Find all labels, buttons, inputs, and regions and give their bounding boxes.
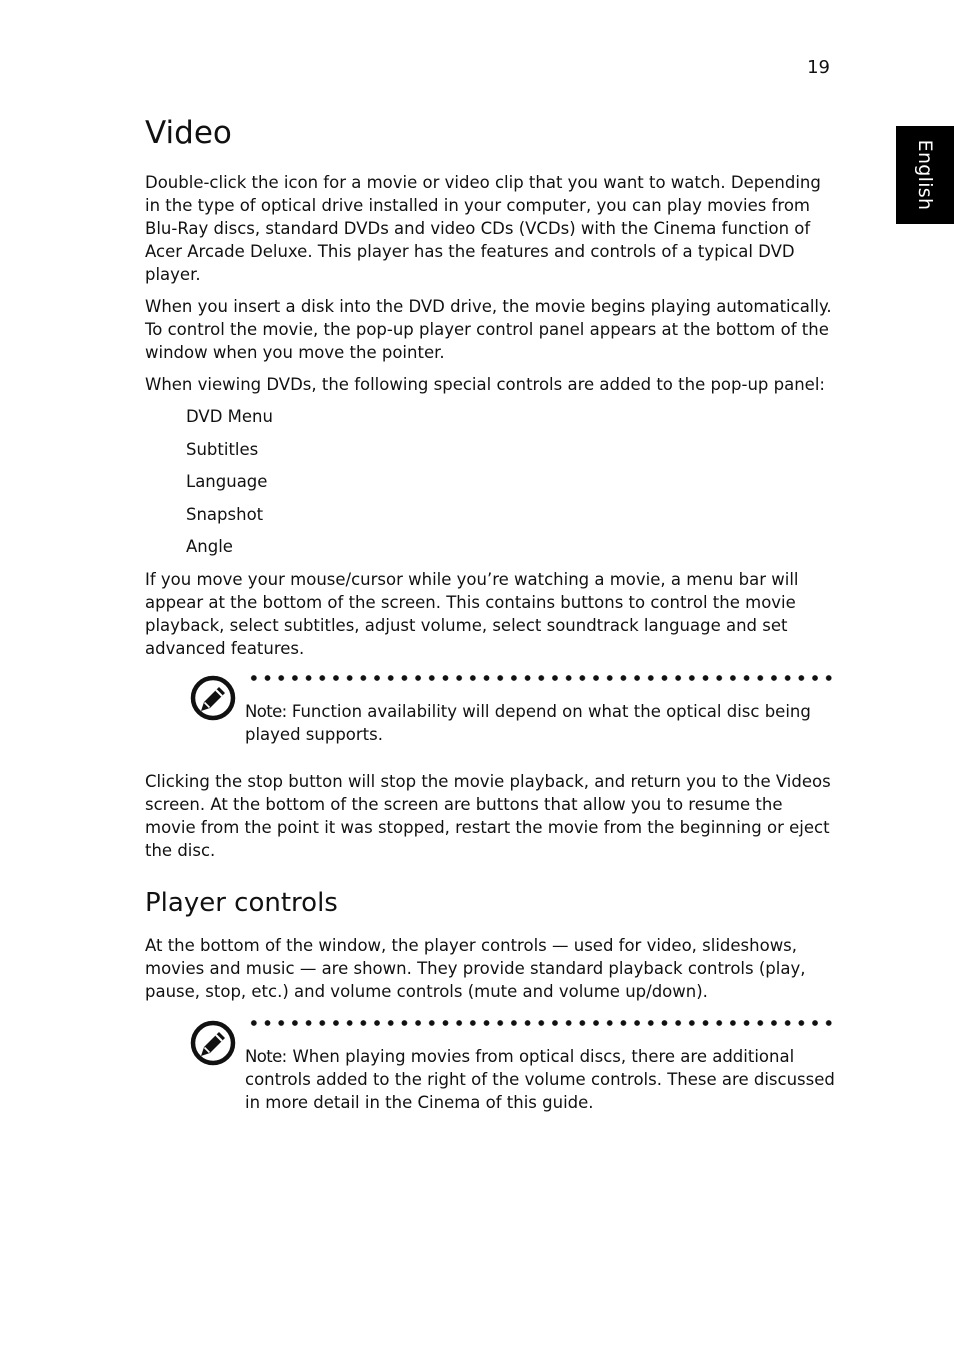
- note-pen-icon: [190, 1020, 236, 1066]
- video-paragraph-1: Double-click the icon for a movie or video clip that you want to watch. Depending in the type of optical drive installed in your computer, you can play movies from Blu-Ray discs, standard DVDs and video CDs (VCDs) with the Cinema function of Acer Arcade Deluxe. This player has the features and controls of a typical DVD player.: [145, 173, 821, 284]
- page-number: 19: [807, 57, 830, 78]
- special-controls-list: [145, 405, 835, 558]
- note-box-optical-discs: [190, 1020, 835, 1114]
- note-text: [245, 700, 835, 746]
- note-divider: [247, 675, 835, 681]
- page-content: [145, 112, 835, 1114]
- video-paragraph-stop: Clicking the stop button will stop the movie playback, and return you to the Videos screen. At the bottom of the screen are buttons that allow you to resume the movie from the point it was stopped, restart the movie from the beginning or eject the disc.: [145, 771, 831, 860]
- note-label: Note:: [245, 701, 287, 721]
- video-paragraph-menu-bar: If you move your mouse/cursor while you’re watching a movie, a menu bar will appear at the bottom of the screen. This contains buttons to control the movie playback, select subtitles, adjust volume, select soundtrack language and set advanced features.: [145, 569, 799, 658]
- note-box-function-availability: [190, 675, 835, 746]
- note-body: : When playing movies from optical discs, there are additional controls added to the right of the volume controls. These are discussed in more detail in the Cinema of this guide.: [245, 1046, 835, 1112]
- list-item: Angle: [186, 537, 233, 556]
- note-body: Function availability will depend on what the optical disc being played supports.: [245, 701, 811, 744]
- note-pen-icon: [190, 675, 236, 721]
- language-tab-label: English: [914, 139, 936, 211]
- list-item: Snapshot: [186, 504, 264, 524]
- section-title-player-controls: Player controls: [145, 887, 338, 918]
- note-divider: [247, 1020, 835, 1026]
- language-tab: [896, 126, 954, 224]
- note-label: Note: [245, 1046, 282, 1066]
- list-item: DVD Menu: [186, 407, 273, 426]
- list-item: Language: [186, 472, 268, 491]
- video-paragraph-3: When viewing DVDs, the following special controls are added to the pop-up panel:: [145, 375, 825, 394]
- video-paragraph-2: When you insert a disk into the DVD drive, the movie begins playing automatically. To control the movie, the pop-up player control panel appears at the bottom of the window when you move the pointer.: [145, 297, 832, 362]
- list-item: Subtitles: [186, 439, 259, 459]
- note-text: [245, 1045, 835, 1114]
- section-title-video: Video: [145, 115, 232, 151]
- player-controls-paragraph: At the bottom of the window, the player controls — used for video, slideshows, movies and music — are shown. They provide standard playback controls (play, pause, stop, etc.) and volume controls (mute and volume up/down).: [145, 935, 806, 1001]
